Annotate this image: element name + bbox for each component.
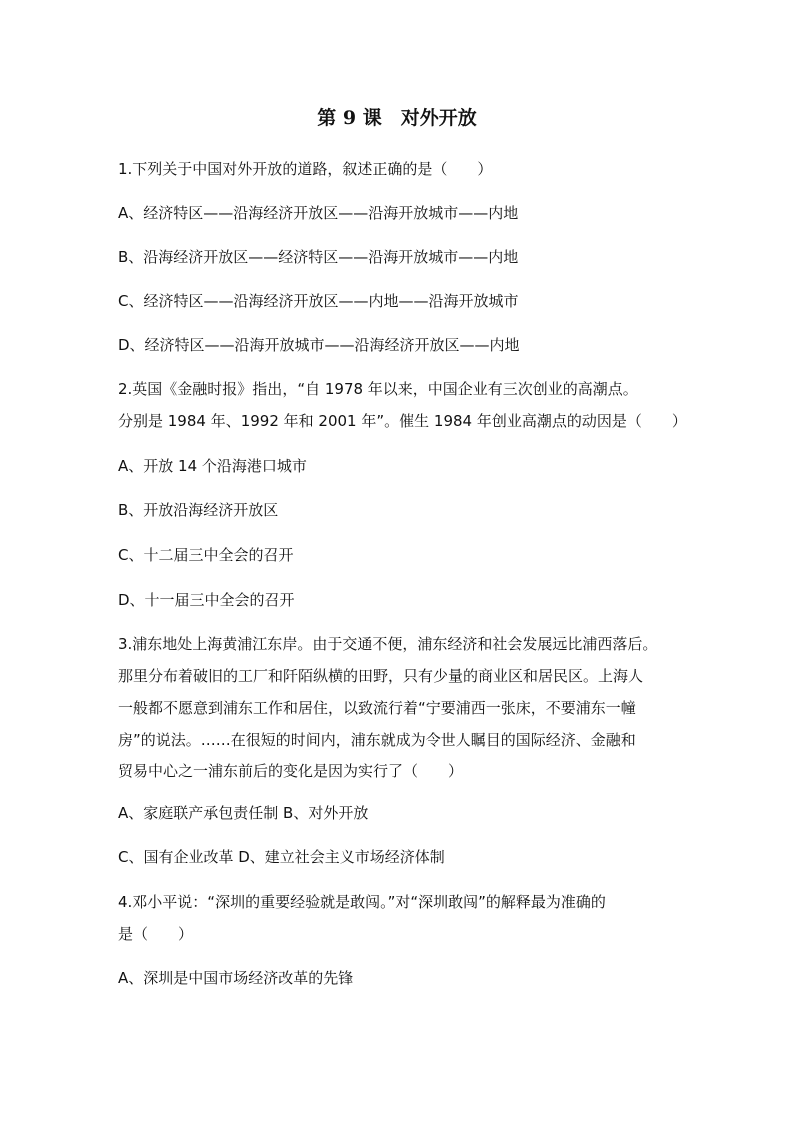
question-3-stem-line-3: 一般都不愿意到浦东工作和居住，以致流行着“宁要浦西一张床，不要浦东一幢: [118, 699, 636, 717]
question-3-stem-line-4: 房”的说法。……在很短的时间内，浦东就成为令世人瞩目的国际经济、金融和: [118, 731, 636, 749]
question-4-stem-line-1: 4.邓小平说：“深圳的重要经验就是敢闯。”对“深圳敢闯”的解释最为准确的: [118, 893, 606, 911]
question-3-stem-line-5: 贸易中心之一浦东前后的变化是因为实行了（ ）: [118, 762, 464, 780]
question-1-option-c: C、经济特区——沿海经济开放区——内地——沿海开放城市: [118, 292, 519, 310]
question-3-option-ab: A、家庭联产承包责任制 B、对外开放: [118, 804, 369, 822]
question-4-option-a: A、深圳是中国市场经济改革的先锋: [118, 969, 354, 987]
question-2-stem-line-2: 分别是 1984 年、1992 年和 2001 年”。催生 1984 年创业高潮点的动因是（ ）: [118, 412, 687, 430]
question-2-stem-line-1: 2.英国《金融时报》指出，“自 1978 年以来，中国企业有三次创业的高潮点。: [118, 380, 638, 398]
question-1-option-d: D、经济特区——沿海开放城市——沿海经济开放区——内地: [118, 336, 520, 354]
question-2-option-c: C、十二届三中全会的召开: [118, 546, 294, 564]
question-1-option-b: B、沿海经济开放区——经济特区——沿海开放城市——内地: [118, 248, 519, 266]
lesson-title: 第 9 课 对外开放: [317, 107, 477, 129]
question-2-option-b: B、开放沿海经济开放区: [118, 501, 279, 519]
question-3-stem-line-1: 3.浦东地处上海黄浦江东岸。由于交通不便，浦东经济和社会发展远比浦西落后。: [118, 635, 658, 653]
question-4-stem-line-2: 是（ ）: [118, 925, 194, 943]
question-2-option-d: D、十一届三中全会的召开: [118, 591, 295, 609]
question-1-option-a: A、经济特区——沿海经济开放区——沿海开放城市——内地: [118, 204, 519, 222]
question-2-option-a: A、开放 14 个沿海港口城市: [118, 457, 307, 475]
question-3-option-cd: C、国有企业改革 D、建立社会主义市场经济体制: [118, 848, 445, 866]
question-3-stem-line-2: 那里分布着破旧的工厂和阡陌纵横的田野，只有少量的商业区和居民区。上海人: [118, 667, 644, 685]
question-1-stem: 1.下列关于中国对外开放的道路，叙述正确的是（ ）: [118, 160, 493, 178]
